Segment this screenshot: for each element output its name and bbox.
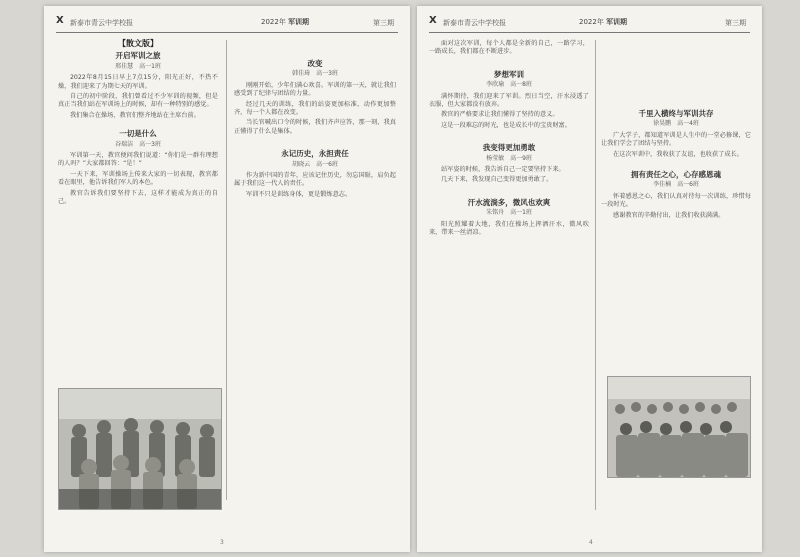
school-name: 新泰市青云中学校报 bbox=[70, 19, 133, 27]
issue-prefix: 2022年 bbox=[261, 18, 286, 26]
troops-photo-image bbox=[59, 389, 221, 509]
article-title: 千里入横终与军训共存 bbox=[638, 109, 714, 118]
issue-label bbox=[579, 17, 627, 27]
intro-paragraph: 面对这次军训，每个人都是全新的自己，一路学习，一路成长，我们都在不断进步。 bbox=[429, 40, 589, 56]
article-paragraph: 阳光照耀着大地，我们在操场上挥洒汗水，微风吹来，带来一丝清凉。 bbox=[429, 220, 589, 237]
article-title: 拥有责任之心，心存感恩魂 bbox=[631, 170, 721, 180]
students-assembly-photo bbox=[607, 376, 751, 478]
column-divider bbox=[595, 40, 596, 510]
right-column-1 bbox=[429, 40, 589, 240]
article-paragraph: 站军姿的时候，我告诉自己一定要坚持下来。 bbox=[441, 166, 565, 174]
article-title: 永记历史，永担责任 bbox=[281, 149, 349, 159]
issue-name: 军训期 bbox=[288, 18, 310, 26]
page-header bbox=[429, 14, 750, 33]
article-paragraph: 2022年8月15日早上7点15分，阳光正好，不热不燥，我们迎来了为期七天的军训。 bbox=[58, 74, 218, 90]
article-paragraph: 感谢教官的辛勤付出，让我们收获满满。 bbox=[613, 211, 725, 219]
article-paragraph: 当长官喊出口令的时候，我们齐声应答，那一刻，我真正懂得了什么是集体。 bbox=[234, 119, 396, 135]
article-title: 改变 bbox=[307, 59, 323, 68]
page-number: 4 bbox=[589, 539, 593, 546]
article-paragraph: 刚刚开始，少年们满心欢喜。军训的第一天，就让我们感受到了纪律与团结的力量。 bbox=[234, 81, 396, 98]
article-title: 汗水流淌多，微风也欢爽 bbox=[467, 197, 551, 207]
article-paragraph: 军训不只是训练身体，更是锻炼意志。 bbox=[246, 190, 352, 198]
school-name: 新泰市青云中学校报 bbox=[443, 19, 506, 27]
left-column-2 bbox=[234, 40, 396, 201]
article-byline: 朱铭舟 高一1班 bbox=[486, 209, 532, 217]
page-number: 3 bbox=[220, 539, 224, 546]
article-byline: 谷瑞洁 高一3班 bbox=[115, 140, 161, 148]
article-title: 一切是什么 bbox=[119, 129, 157, 139]
school-logo-icon: X bbox=[56, 15, 64, 26]
article-byline: 胡晓云 高一6班 bbox=[292, 160, 338, 168]
article-paragraph: 经过几天的训练，我们的站姿更加标准，动作更加整齐，每一个人都在改变。 bbox=[234, 100, 396, 117]
article-paragraph: 广大学子，都知道军训是人生中的一堂必修课，它让我们学会了团结与坚持。 bbox=[601, 131, 751, 148]
article-byline: 徐昊鹏 高一4班 bbox=[653, 120, 699, 128]
article-byline: 邢佳慧 高一1班 bbox=[115, 62, 161, 70]
article-paragraph: 作为新中国的青年，应该记住历史，勿忘国耻，肩负起属于我们这一代人的责任。 bbox=[234, 172, 396, 188]
school-logo-icon: X bbox=[429, 15, 437, 26]
article-title: 开启军训之旅 bbox=[115, 51, 161, 61]
article-paragraph: 自己的初中阶段，我们曾看过不少军训的视频，但是真正当我们站在军训场上的时候，却有一种特别的感觉。 bbox=[58, 93, 218, 109]
page-label: 第三期 bbox=[373, 19, 394, 27]
article-paragraph: 教官告诉我们要坚持下去，这样才能成为真正的自己。 bbox=[58, 189, 218, 206]
article-paragraph: 满怀期待，我们迎来了军训。烈日当空，汗水浸透了衣服，但大家都没有放弃。 bbox=[429, 92, 589, 109]
issue-prefix: 2022年 bbox=[579, 18, 604, 26]
left-column-1 bbox=[58, 40, 218, 209]
article-byline: 李佳楠 高一6班 bbox=[653, 181, 699, 189]
issue-name: 军训期 bbox=[606, 18, 628, 26]
article-byline: 韩佳琦 高一3班 bbox=[292, 70, 338, 78]
article-paragraph: 我们集合在操场，教官们整齐地站在主席台前。 bbox=[70, 111, 200, 119]
article-paragraph: 怀着感恩之心，我们认真对待每一次训练，珍惜每一段时光。 bbox=[601, 192, 751, 209]
article-title: 我变得更加勇敢 bbox=[482, 143, 536, 153]
right-column-2 bbox=[601, 40, 751, 222]
issue-label bbox=[261, 17, 309, 27]
article-byline: 杨莹敏 高一9班 bbox=[486, 154, 532, 162]
page-label: 第三期 bbox=[725, 19, 746, 27]
article-paragraph: 一天下来，军训操场上传来大家的一切表现，教官都看在眼里，他告诉我们军人的本色。 bbox=[58, 170, 218, 187]
article-paragraph: 教官的严格要求让我们懂得了坚持的意义。 bbox=[441, 111, 559, 119]
military-training-photo bbox=[58, 388, 222, 510]
article-title: 梦想军训 bbox=[494, 69, 524, 79]
article-paragraph: 在这次军训中，我收获了友谊，也收获了成长。 bbox=[613, 150, 743, 158]
students-photo-image bbox=[608, 377, 750, 477]
article-byline: 李欣瑜 高一8班 bbox=[486, 81, 532, 89]
left-page bbox=[44, 6, 410, 552]
column-tag: 【散文版】 bbox=[118, 39, 158, 48]
article-paragraph: 几天下来，我发现自己变得更加勇敢了。 bbox=[441, 176, 553, 184]
article-paragraph: 这是一段难忘的时光，也是成长中的宝贵财富。 bbox=[441, 121, 571, 129]
right-page bbox=[417, 6, 762, 552]
page-header bbox=[56, 14, 398, 33]
article-paragraph: 军训第一天，教官便问我们说道：“你们是一群有理想的人吗？”大家都回答：“是！” bbox=[58, 152, 218, 168]
column-divider bbox=[226, 40, 227, 500]
